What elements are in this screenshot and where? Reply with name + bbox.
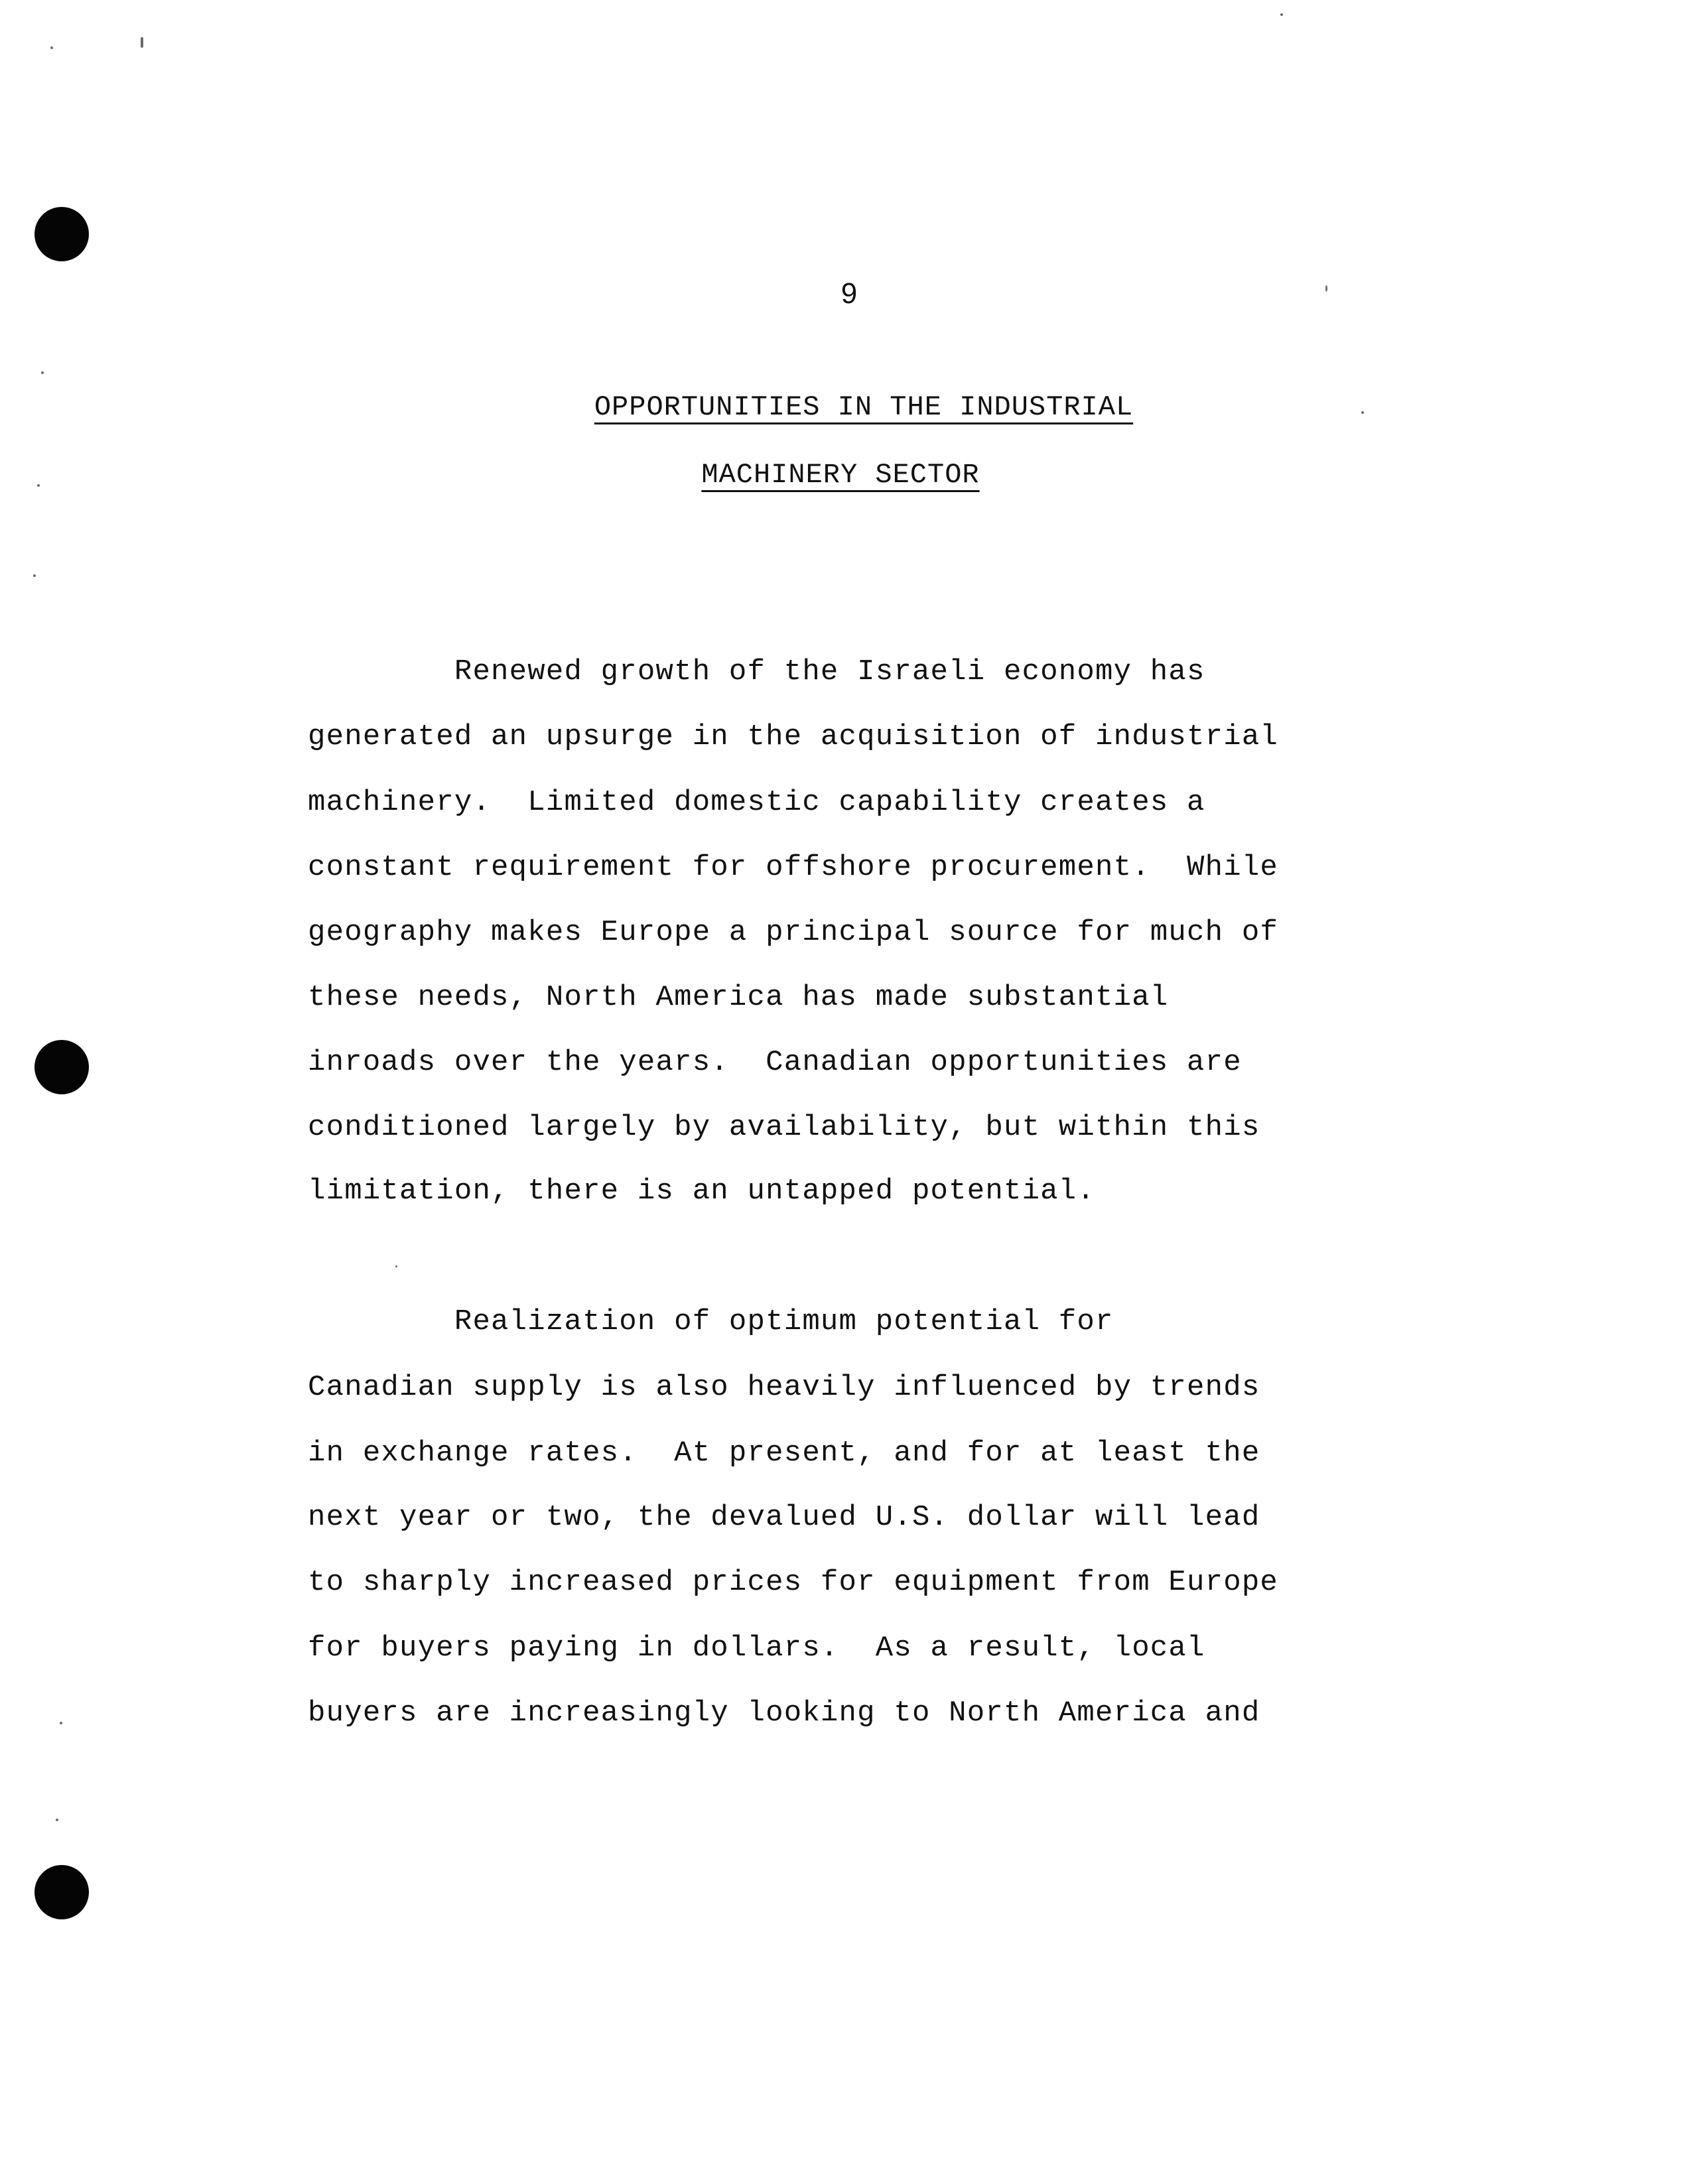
paragraph-line: next year or two, the devalued U.S. dollar will lead <box>308 1501 1260 1534</box>
scan-speck <box>56 1819 58 1821</box>
scan-speck <box>33 574 36 577</box>
page-title <box>0 459 1681 491</box>
paragraph-line: to sharply increased prices for equipment from Europe <box>308 1566 1279 1599</box>
paragraph-line: for buyers paying in dollars. As a result, local <box>308 1632 1205 1665</box>
paragraph-line: in exchange rates. At present, and for at least the <box>308 1437 1260 1470</box>
paragraph-line: these needs, North America has made substantial <box>308 981 1169 1014</box>
paragraph-line: buyers are increasingly looking to North America and <box>308 1697 1260 1730</box>
paragraph-line: Renewed growth of the Israeli economy has <box>308 655 1205 688</box>
scan-speck <box>141 37 143 48</box>
page-number: 9 <box>840 277 858 310</box>
scan-speck <box>1280 13 1283 16</box>
paragraph-line: Realization of optimum potential for <box>308 1305 1114 1338</box>
page-title-line-1: OPPORTUNITIES IN THE INDUSTRIAL <box>594 391 1134 423</box>
paragraph-line: machinery. Limited domestic capability creates a <box>308 786 1205 819</box>
scan-speck <box>50 46 53 49</box>
punch-hole <box>34 1040 89 1094</box>
scan-speck <box>60 1722 62 1724</box>
paragraph-line: constant requirement for offshore procurement. While <box>308 851 1279 884</box>
paragraph-line: geography makes Europe a principal source for much of <box>308 916 1279 949</box>
scan-speck <box>395 1265 397 1267</box>
paragraph-line: Canadian supply is also heavily influenced by trends <box>308 1371 1260 1404</box>
paragraph-line: limitation, there is an untapped potential. <box>308 1175 1095 1208</box>
punch-hole <box>34 1865 89 1919</box>
paragraph-line: generated an upsurge in the acquisition of industrial <box>308 720 1279 753</box>
page-title-line-2: MACHINERY SECTOR <box>701 459 980 491</box>
scan-speck <box>41 371 44 374</box>
punch-hole <box>34 207 89 261</box>
paragraph-line: inroads over the years. Canadian opportunities are <box>308 1046 1242 1079</box>
paragraph-line: conditioned largely by availability, but within this <box>308 1111 1260 1144</box>
scan-speck <box>1325 285 1327 292</box>
page-title <box>0 391 1681 423</box>
